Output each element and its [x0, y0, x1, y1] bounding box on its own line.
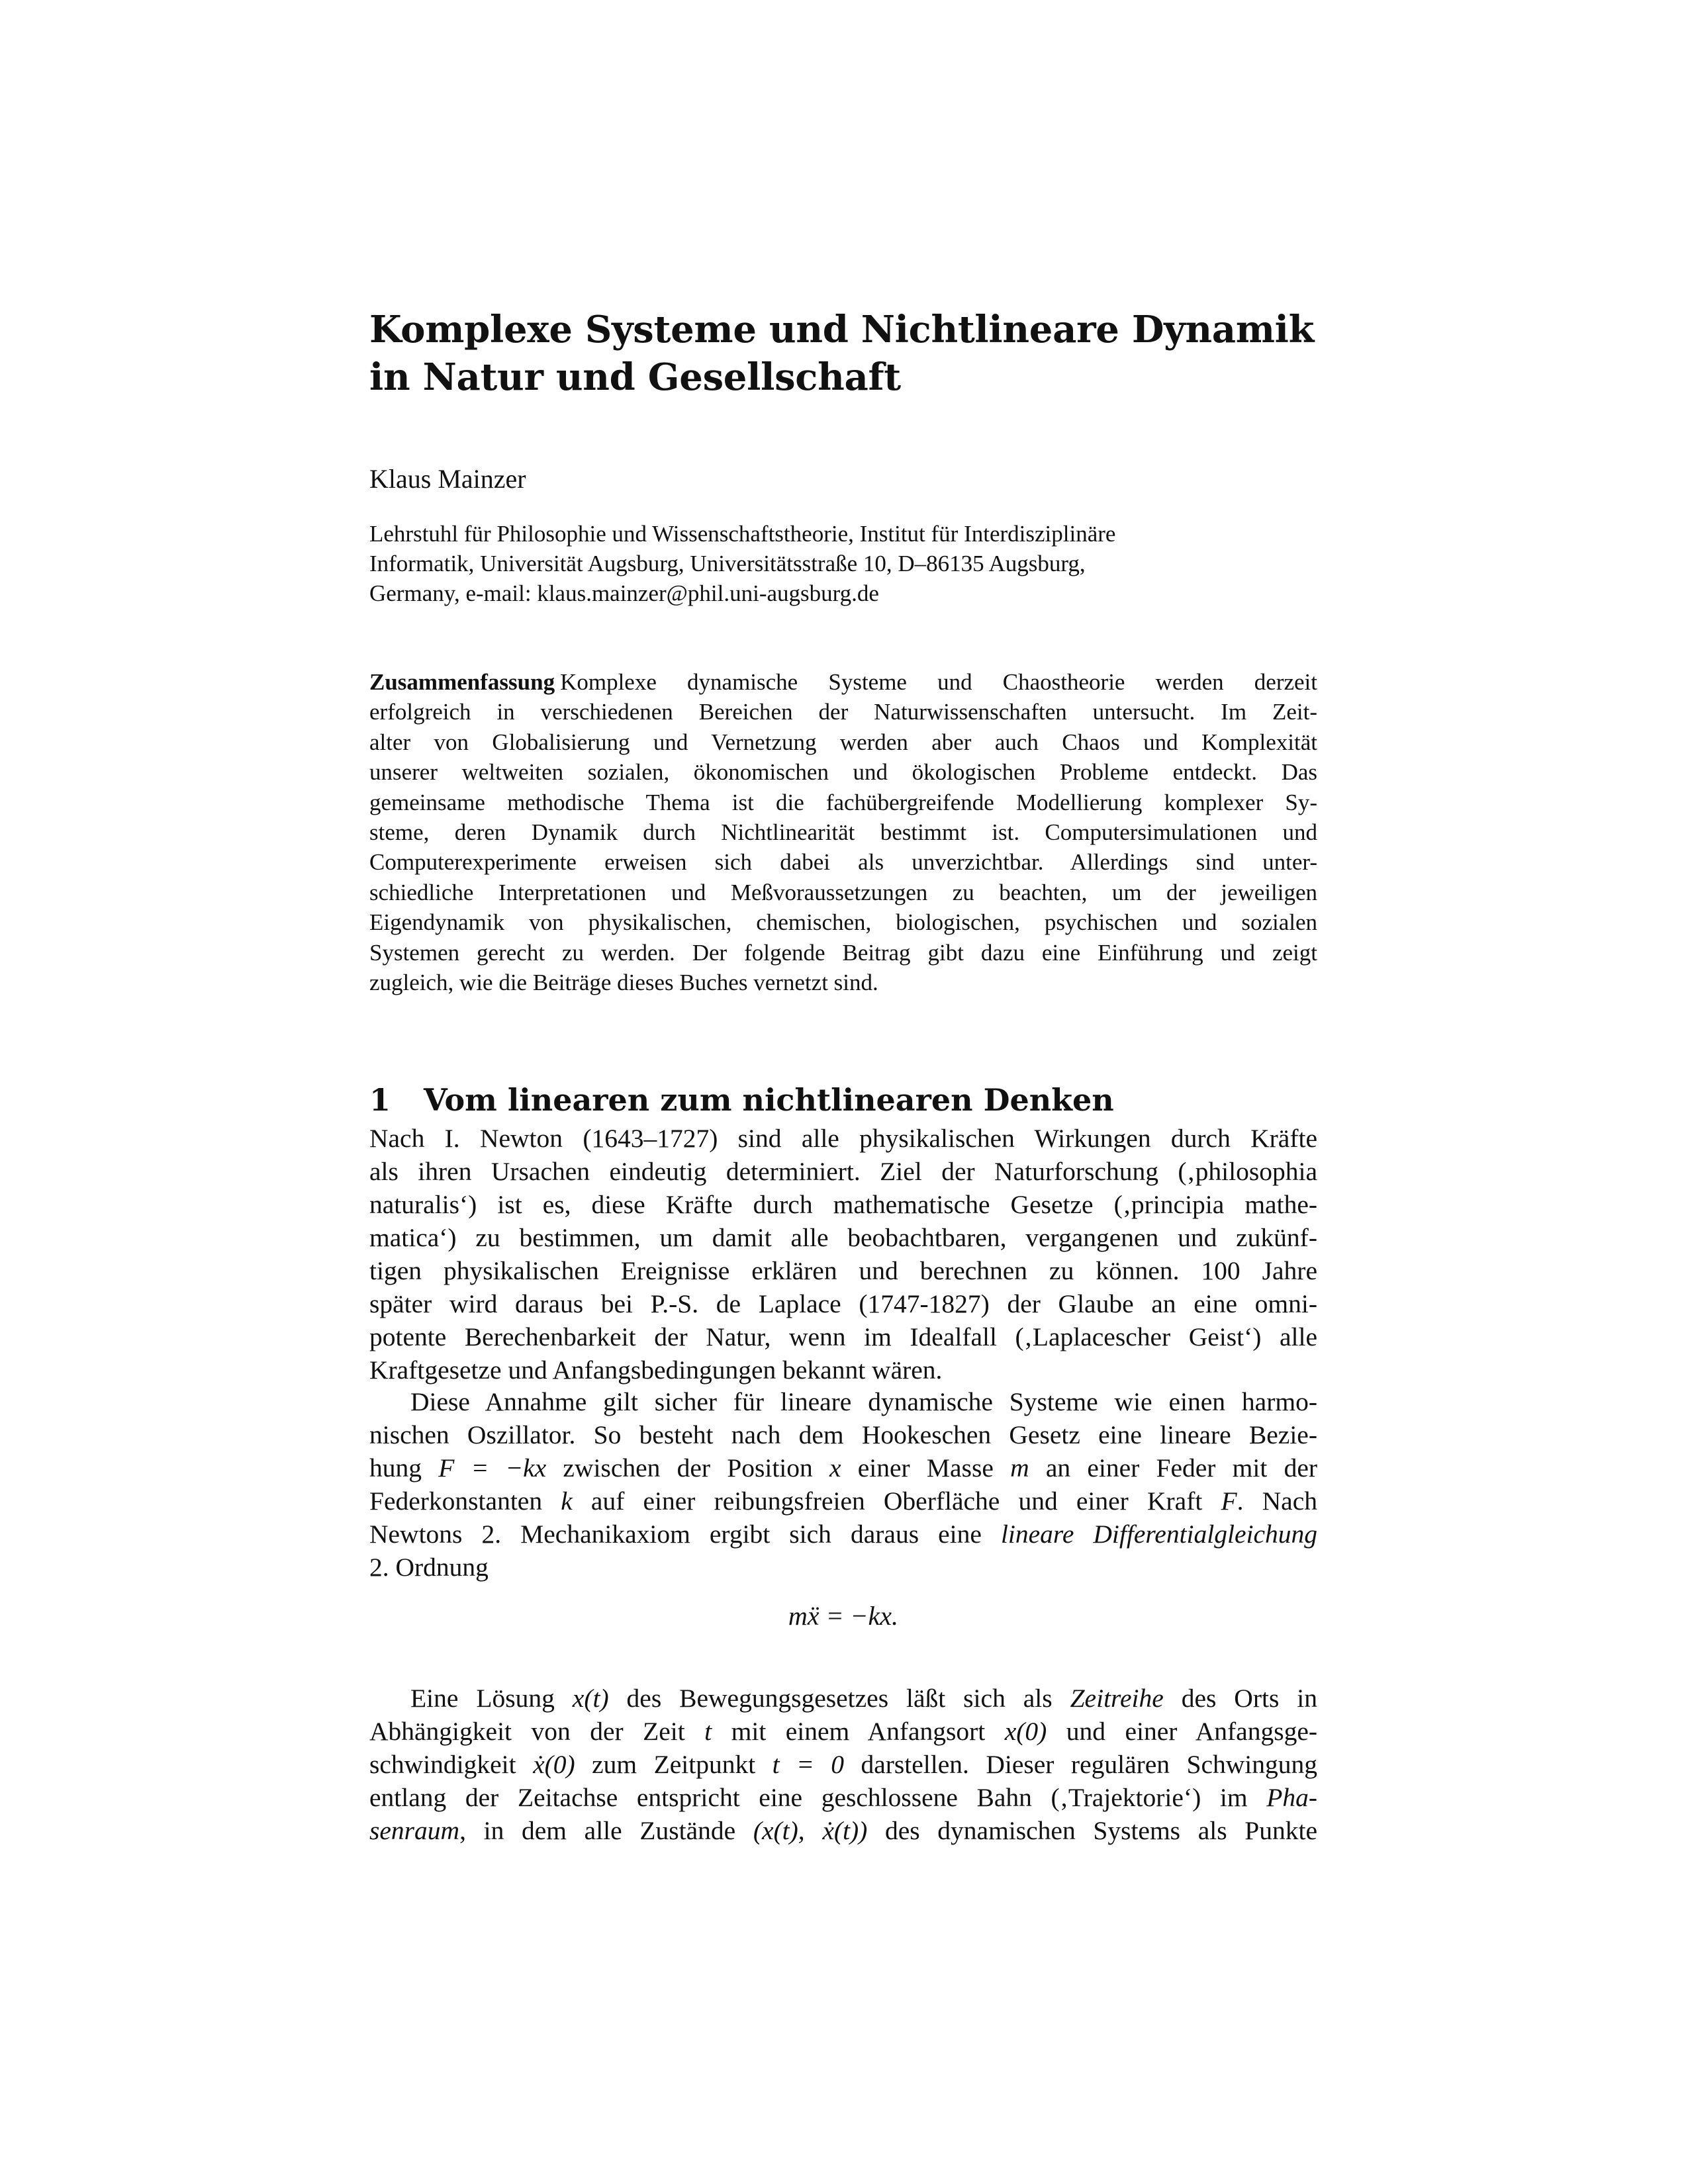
p1-line-2: als ihren Ursachen eindeutig determiniert. Ziel der Naturforschung (‚philosophia — [369, 1157, 1317, 1186]
p3-text: des Bewegungsgesetzes läßt sich als — [608, 1684, 1070, 1713]
abstract-line-7: Computerexperimente erweisen sich dabei als unverzichtbar. Allerdings sind unter- — [369, 849, 1317, 876]
p3-text: des dynamischen Systems als Punkte — [867, 1816, 1317, 1845]
abstract-line-3: alter von Globalisierung und Vernetzung werden aber auch Chaos und Komplexität — [369, 729, 1317, 755]
abstract-line-9: Eigendynamik von physikalischen, chemischen, biologischen, psychischen und sozialen — [369, 909, 1317, 936]
affiliation — [369, 519, 1317, 608]
p3-line-3 — [369, 1748, 1317, 1781]
p2-text: an einer Feder mit der — [1029, 1453, 1318, 1482]
section-number: 1 — [369, 1082, 391, 1118]
p1-line-3: naturalis‘) ist es, diese Kräfte durch mathematische Gesetze (‚principia mathe- — [369, 1190, 1317, 1219]
paper-title — [369, 306, 1317, 401]
abstract-line-11: zugleich, wie die Beiträge dieses Buches vernetzt sind. — [369, 970, 878, 996]
p2-emphasis: lineare Differentialgleichung — [1000, 1520, 1317, 1549]
paragraph-1 — [369, 1122, 1317, 1387]
p3-text: , in dem alle Zustände — [459, 1816, 753, 1845]
p3-text: des Orts in — [1163, 1684, 1317, 1713]
p2-line-5 — [369, 1518, 1317, 1551]
paragraph-3 — [369, 1682, 1317, 1847]
abstract — [369, 667, 1317, 997]
affiliation-line-2: Informatik, Universität Augsburg, Universitätsstraße 10, D–86135 Augsburg, — [369, 551, 1086, 576]
abstract-line-6: steme, deren Dynamik durch Nichtlinearität bestimmt ist. Computersimulationen und — [369, 819, 1317, 846]
affiliation-line-3: Germany, e-mail: klaus.mainzer@phil.uni-augsburg.de — [369, 580, 879, 606]
p3-text: mit einem Anfangsort — [712, 1717, 1005, 1746]
p2-text: auf einer reibungsfreien Oberfläche und einer Kraft — [572, 1486, 1221, 1516]
abstract-line-2: erfolgreich in verschiedenen Bereichen der Naturwissenschaften untersucht. Im Zeit- — [369, 699, 1317, 725]
section-title: Vom linearen zum nichtlinearen Denken — [424, 1082, 1114, 1118]
equation: mẍ = −kx. — [788, 1601, 899, 1631]
p2-line-2: nischen Oszillator. So besteht nach dem Hookeschen Gesetz eine lineare Bezie- — [369, 1420, 1317, 1449]
p2-line-4 — [369, 1484, 1317, 1518]
p1-line-4: matica‘) zu bestimmen, um damit alle beobachtbaren, vergangenen und zukünf- — [369, 1223, 1317, 1252]
p2-text: . Nach — [1237, 1486, 1317, 1516]
p3-math: x(t) — [572, 1684, 609, 1713]
p3-line-2 — [369, 1715, 1317, 1748]
p2-line-1: Diese Annahme gilt sicher für lineare dynamische Systeme wie einen harmo- — [410, 1387, 1317, 1416]
paragraph-2 — [369, 1385, 1317, 1584]
p1-line-8: Kraftgesetze und Anfangsbedingungen bekannt wären. — [369, 1355, 943, 1385]
p2-text: hung — [369, 1453, 439, 1482]
p1-line-7: potente Berechenbarkeit der Natur, wenn im Idealfall (‚Laplacescher Geist‘) alle — [369, 1322, 1317, 1351]
p2-text: Federkonstanten — [369, 1486, 561, 1516]
p3-text: Abhängigkeit von der Zeit — [369, 1717, 705, 1746]
p3-math: t = 0 — [772, 1750, 844, 1779]
p3-line-4 — [369, 1781, 1317, 1814]
p3-text: darstellen. Dieser regulären Schwingung — [844, 1750, 1318, 1779]
p3-math: (x(t), ẋ(t)) — [753, 1816, 868, 1845]
affiliation-line-1: Lehrstuhl für Philosophie und Wissenschaftstheorie, Institut für Interdisziplinäre — [369, 521, 1116, 547]
paper-page — [369, 0, 1317, 2184]
abstract-line-8: schiedliche Interpretationen und Meßvoraussetzungen zu beachten, um der jeweiligen — [369, 879, 1317, 905]
p3-math: ẋ(0) — [533, 1750, 575, 1779]
p2-line-6: 2. Ordnung — [369, 1553, 489, 1582]
p3-emphasis: senraum — [369, 1816, 460, 1845]
p2-line-3 — [369, 1451, 1317, 1484]
abstract-label: Zusammenfassung — [369, 669, 555, 695]
abstract-line-4: unserer weltweiten sozialen, ökonomischen und ökologischen Probleme entdeckt. Das — [369, 759, 1317, 786]
p3-math: x(0) — [1004, 1717, 1047, 1746]
p1-line-6: später wird daraus bei P.-S. de Laplace (1747-1827) der Glaube an eine omni- — [369, 1289, 1317, 1318]
p2-text: zwischen der Position — [546, 1453, 829, 1482]
title-line-2: in Natur und Gesellschaft — [369, 355, 901, 399]
p2-math: F — [1221, 1486, 1237, 1516]
p3-text: und einer Anfangsge- — [1047, 1717, 1317, 1746]
p3-line-5 — [369, 1814, 1317, 1847]
abstract-text-1: Komplexe dynamische Systeme und Chaostheorie werden derzeit — [560, 669, 1317, 695]
p2-math: F = −kx — [438, 1453, 547, 1482]
p1-line-1: Nach I. Newton (1643–1727) sind alle physikalischen Wirkungen durch Kräfte — [369, 1124, 1317, 1153]
abstract-line-1 — [369, 667, 1317, 697]
author-name: Klaus Mainzer — [369, 464, 526, 494]
p3-text: schwindigkeit — [369, 1750, 534, 1779]
p2-text: Newtons 2. Mechanikaxiom ergibt sich daraus eine — [369, 1520, 1001, 1549]
p3-text: entlang der Zeitachse entspricht eine geschlossene Bahn (‚Trajektorie‘) im — [369, 1783, 1267, 1812]
p2-math: k — [561, 1486, 573, 1516]
p3-text: zum Zeitpunkt — [575, 1750, 773, 1779]
p3-text: Eine Lösung — [410, 1684, 573, 1713]
p3-line-1 — [369, 1682, 1317, 1715]
p2-math: m — [1010, 1453, 1029, 1482]
p2-math: x — [829, 1453, 841, 1482]
p1-line-5: tigen physikalischen Ereignisse erklären und berechnen zu können. 100 Jahre — [369, 1256, 1317, 1285]
p2-text: einer Masse — [841, 1453, 1011, 1482]
title-line-1: Komplexe Systeme und Nichtlineare Dynamik — [369, 308, 1315, 351]
abstract-line-5: gemeinsame methodische Thema ist die fachübergreifende Modellierung komplexer Sy- — [369, 789, 1317, 815]
p3-emphasis: Pha- — [1266, 1783, 1317, 1812]
abstract-line-10: Systemen gerecht zu werden. Der folgende Beitrag gibt dazu eine Einführung und zeigt — [369, 939, 1317, 966]
p3-emphasis: Zeitreihe — [1070, 1684, 1164, 1713]
p3-math: t — [704, 1717, 712, 1746]
section-heading — [369, 1081, 1114, 1118]
